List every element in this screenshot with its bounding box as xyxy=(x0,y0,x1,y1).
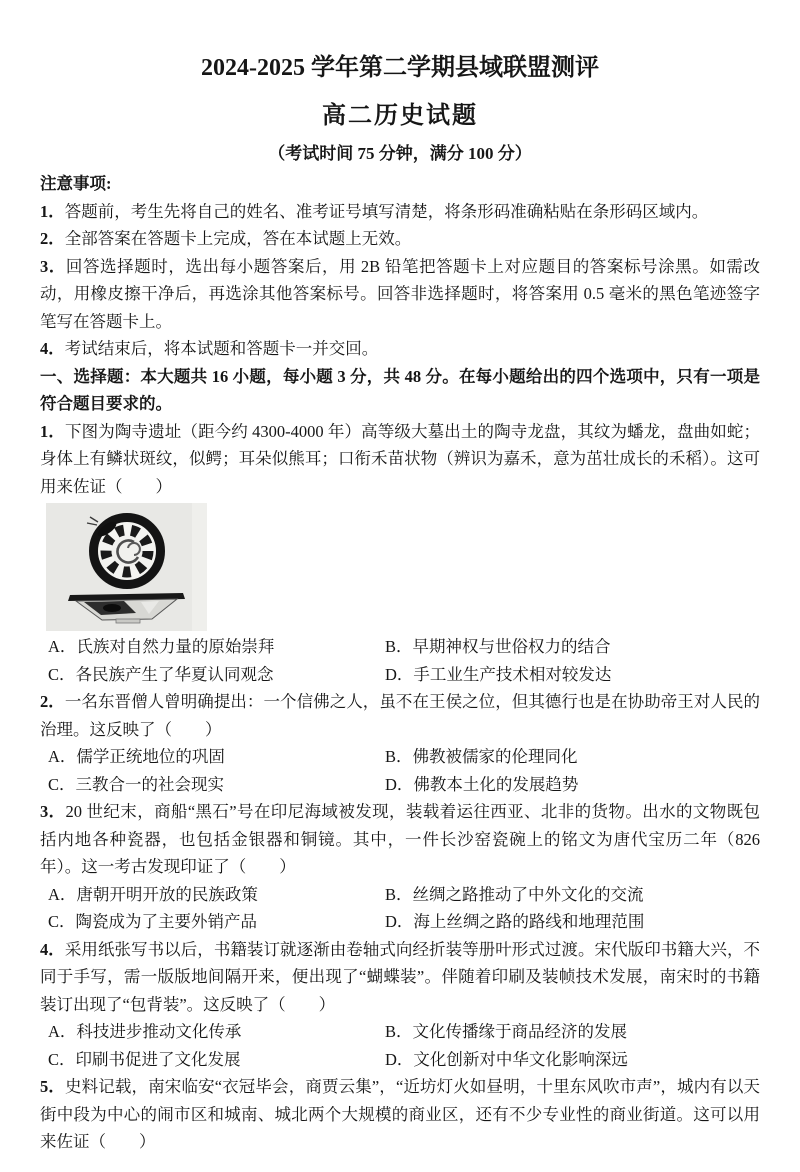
option-c: C．各民族产生了华夏认同观念 xyxy=(48,664,274,684)
option-a: A．唐朝开明开放的民族政策 xyxy=(48,884,258,904)
notice-number: 3． xyxy=(40,256,66,276)
notice-header: 注意事项: xyxy=(40,174,112,193)
question-text: 采用纸张写书以后，书籍装订就逐渐由卷轴式向经折装等册叶形式过渡。宋代版印书籍大兴，不同于手写，需一版版地间隔开来，便出现了“蝴蝶装”。伴随着印刷及装帧技术发展，南宋时的书籍装订出现了“包背装”。这反映了（ ） xyxy=(40,939,761,1014)
option-d: D．文化创新对中华文化影响深远 xyxy=(385,1049,628,1069)
taosi-dragon-plate-figure xyxy=(46,503,207,631)
question-number: 3． xyxy=(40,802,66,821)
notice-item-1 xyxy=(40,198,760,226)
exam-info: （考试时间 75 分钟，满分 100 分） xyxy=(268,144,532,163)
notice-item-4 xyxy=(40,335,760,363)
options-row xyxy=(40,1046,760,1074)
option-b: B．早期神权与世俗权力的结合 xyxy=(385,637,611,656)
photo-light-band xyxy=(192,503,207,631)
options-row xyxy=(40,908,760,936)
options-row xyxy=(40,1018,760,1046)
question-number: 5． xyxy=(40,1077,66,1096)
question-number: 2． xyxy=(40,692,65,711)
notice-number: 2． xyxy=(40,229,65,248)
option-a: A．儒学正统地位的巩固 xyxy=(48,747,225,766)
options-row xyxy=(40,633,760,661)
option-d: D．佛教本土化的发展趋势 xyxy=(385,774,579,794)
question-3 xyxy=(40,798,760,936)
question-5 xyxy=(40,1073,760,1156)
question-text: 史料记载，南宋临安“衣冠毕会，商贾云集”，“近坊灯火如昼明，十里东风吹市声”，城内有以天街中段为中心的闹市区和城南、城北两个大规模的商业区，还有不少专业性的商业街道。这可以用来佐证（ ） xyxy=(40,1077,760,1151)
taosi-dragon-plate-photo xyxy=(46,503,207,631)
option-d: D．海上丝绸之路的路线和地理范围 xyxy=(385,912,645,931)
plate-top-view xyxy=(87,517,161,585)
question-stem xyxy=(40,1073,760,1156)
question-stem xyxy=(40,418,760,501)
notice-text: 答题前，考生先将自己的姓名、准考证号填写清楚，将条形码准确粘贴在条形码区域内。 xyxy=(64,201,709,221)
option-b: B．文化传播缘于商品经济的发展 xyxy=(385,1022,628,1041)
notice-number: 1． xyxy=(40,201,65,221)
option-b: B．丝绸之路推动了中外文化的交流 xyxy=(385,884,644,904)
notice-text: 全部答案在答题卡上完成，答在本试题上无效。 xyxy=(64,229,412,248)
question-number: 1． xyxy=(40,421,65,441)
exam-title-line2: 高二历史试题 xyxy=(322,103,478,129)
section-heading: 一、选择题：本大题共 16 小题，每小题 3 分，共 48 分。在每小题给出的四个选项中，只有一项是符合题目要求的。 xyxy=(40,366,760,413)
question-text: 下图为陶寺遗址（距今约 4300-4000 年）高等级大墓出土的陶寺龙盘，其纹为蟠龙，盘曲如蛇；身体上有鳞状斑纹，似鳄；耳朵似熊耳；口衔禾苗状物（辨识为嘉禾，意为茁壮成长的禾稻）。这可用来佐证（ ） xyxy=(40,421,760,496)
question-stem xyxy=(40,688,760,743)
option-a: A．氏族对自然力量的原始崇拜 xyxy=(48,637,275,656)
notice-text: 考试结束后，将本试题和答题卡一并交回。 xyxy=(64,339,379,358)
exam-title-line1: 2024-2025 学年第二学期县域联盟测评 xyxy=(201,55,599,81)
options-row xyxy=(40,771,760,799)
notice-text: 回答选择题时，选出每小题答案后，用 2B 铅笔把答题卡上对应题目的答案标号涂黑。如需改动，用橡皮擦干净后，再选涂其他答案标号。回答非选择题时，将答案用 0.5 毫米的黑色笔迹签字笔写在答题卡上。 xyxy=(40,256,760,331)
question-1 xyxy=(40,418,760,689)
option-d: D．手工业生产技术相对较发达 xyxy=(385,664,612,684)
question-4 xyxy=(40,936,760,1074)
option-a: A．科技进步推动文化传承 xyxy=(48,1022,242,1041)
options-row xyxy=(40,743,760,771)
option-c: C．印刷书促进了文化发展 xyxy=(48,1049,241,1069)
notice-number: 4． xyxy=(40,339,65,358)
question-text: 20 世纪末，商船“黑石”号在印尼海域被发现，装载着运往西亚、北非的货物。出水的文物既包括内地各种瓷器，也包括金银器和铜镜。其中，一件长沙窑瓷碗上的铭文为唐代宝历二年（826 年）。这一考古发现印证了（ ） xyxy=(40,802,761,876)
question-stem xyxy=(40,798,760,881)
options-row xyxy=(40,881,760,909)
question-text: 一名东晋僧人曾明确提出：一个信佛之人，虽不在王侯之位，但其德行也是在协助帝王对人民的治理。这反映了（ ） xyxy=(40,692,761,739)
option-c: C．陶瓷成为了主要外销产品 xyxy=(48,912,258,931)
notice-item-3 xyxy=(40,253,760,336)
notice-item-2 xyxy=(40,225,760,253)
option-c: C．三教合一的社会现实 xyxy=(48,774,225,794)
options-row xyxy=(40,661,760,689)
question-number: 4． xyxy=(40,939,65,959)
question-2 xyxy=(40,688,760,798)
question-stem xyxy=(40,936,760,1019)
option-b: B．佛教被儒家的伦理同化 xyxy=(385,747,578,766)
